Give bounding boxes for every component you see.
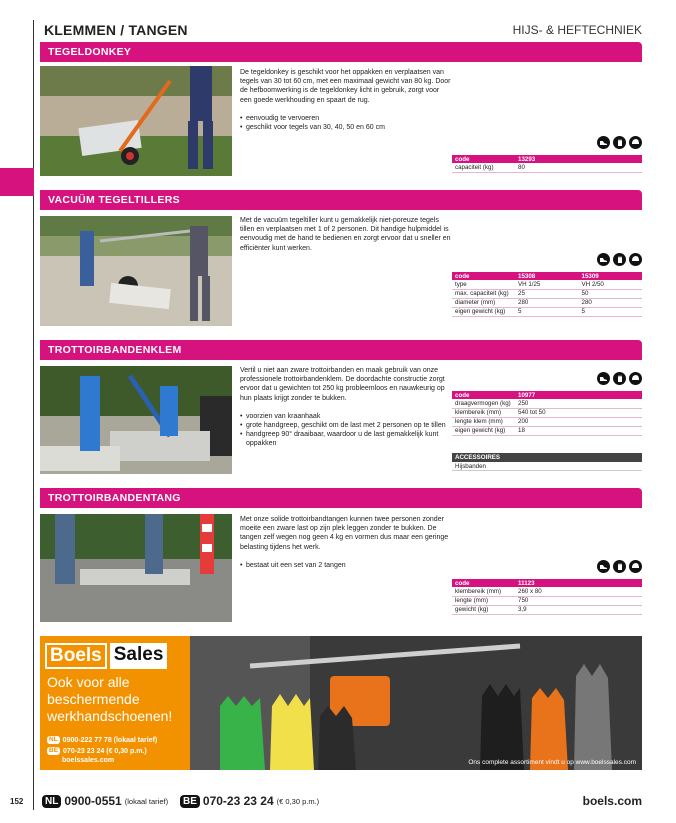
table-cell: eigen gewicht (kg) [452,307,515,316]
safety-shoe-icon [597,253,610,266]
banner-phone-nl [47,736,157,744]
ppe-icons-tang [597,560,642,573]
footer-phone-nl [42,794,168,808]
table-header-cell: 15309 [579,272,643,280]
table-cell: 5 [579,307,643,316]
table-header-cell: code [452,579,515,587]
safety-shoe-icon [597,136,610,149]
accessory-item: Hijsbanden [452,462,642,471]
table-header-cell: 13293 [515,155,642,163]
boels-sales-logo [45,643,167,669]
table-cell: 280 [579,298,643,307]
table-row [452,605,642,614]
table-cell: 250 [515,399,642,408]
footer-website[interactable]: boels.com [582,794,642,808]
table-cell: type [452,280,515,289]
spec-table-tegeldonkey [452,155,642,173]
spec-table-klem [452,391,642,436]
table-cell: VH 2/50 [579,280,643,289]
table-cell: lengte (mm) [452,596,515,605]
table-cell: capaciteit (kg) [452,163,515,172]
country-badge-nl: NL [42,795,61,808]
table-header-row [452,579,642,587]
phone-note-be: (€ 0,30 p.m.) [276,796,320,806]
table-cell: eigen gewicht (kg) [452,426,515,435]
table-cell: 200 [515,417,642,426]
table-row [452,587,642,596]
bullet-item: • eenvoudig te vervoeren [240,114,452,123]
table-row [452,280,642,289]
glove-icon [613,253,626,266]
helmet-icon [629,372,642,385]
table-cell: diameter (mm) [452,298,515,307]
banner-url[interactable]: boelssales.com [62,757,115,764]
table-header-row [452,155,642,163]
photo-tegeldonkey [40,66,232,176]
phone-number-nl: 0900-0551 [64,794,122,808]
table-row [452,417,642,426]
table-row [452,307,642,316]
table-cell: VH 1/25 [515,280,579,289]
table-cell: max. capaciteit (kg) [452,289,515,298]
table-cell: klembereik (mm) [452,408,515,417]
page-footer [0,794,676,810]
spec-table-tang [452,579,642,615]
table-header-cell: code [452,391,515,399]
banner-slogan: Ook voor alle beschermende werkhandschoenen! [47,674,173,724]
description-vacuum-tegeltillers [240,216,452,262]
phone-number-be: 070-23 23 24 [202,794,274,808]
table-cell: 25 [515,289,579,298]
bullet-list [240,412,452,449]
description-text: De tegeldonkey is geschikt voor het oppakken en verplaatsen van tegels van 30 tot 60 cm, met een maximaal gewicht van 80 kg. Door de hefboomwerking is de tegeldonkey licht in gebruik, zorgt voor een goede werkhouding en spaart de rug. [240,69,451,104]
table-header-cell: 15308 [515,272,579,280]
table-row [452,289,642,298]
banner-panel [40,636,190,770]
section-title-tegeldonkey: TEGELDONKEY [40,42,642,62]
chapter-label: HIJS- & HEFTECHNIEK [512,23,642,37]
country-badge-be: BE [49,747,59,754]
glove-icon [613,560,626,573]
table-header-cell: code [452,155,515,163]
boels-sales-banner[interactable] [40,636,642,770]
section-title-trottoirbandentang: TROTTOIRBANDENTANG [40,488,642,508]
table-cell: 5 [515,307,579,316]
table-cell: draagvermogen (kg) [452,399,515,408]
table-cell: 260 x 80 [515,587,642,596]
photo-trottoirbandentang [40,514,232,622]
table-row [452,408,642,417]
table-header-cell: code [452,272,515,280]
phone-number-be: 070-23 23 24 (€ 0,30 p.m.) [63,747,147,755]
glove-icon [613,136,626,149]
table-cell: 80 [515,163,642,172]
table-header-cell: 10977 [515,391,642,399]
phone-number-nl: 0900-222 77 78 (lokaal tarief) [62,736,158,744]
helmet-icon [629,253,642,266]
left-rule [33,20,34,810]
table-row [452,298,642,307]
table-cell: klembereik (mm) [452,587,515,596]
glove-icon [613,372,626,385]
accessories-title: ACCESSOIRES [452,453,642,462]
description-trottoirbandenklem [240,366,452,449]
ppe-icons-vacuum [597,253,642,266]
ppe-icons-klem [597,372,642,385]
logo-word-boels: Boels [45,643,107,669]
bullet-item: • bestaat uit een set van 2 tangen [240,561,452,570]
helmet-icon [629,136,642,149]
bullet-list [240,114,452,132]
gloves-illustration [190,636,642,770]
country-badge-be: BE [180,795,200,808]
table-cell: 50 [579,289,643,298]
photo-trottoirbandenklem [40,366,232,474]
bullet-item: • handgreep 90° draaibaar, waardoor u de last gemakkelijk kunt oppakken [240,430,452,448]
phone-note-nl: (lokaal tarief) [124,796,169,806]
table-header-row [452,391,642,399]
page-title: KLEMMEN / TANGEN [44,22,188,38]
bullet-item: • voorzien van kraanhaak [240,412,452,421]
table-row [452,426,642,435]
table-row [452,596,642,605]
section-title-vacuum-tegeltillers: VACUÜM TEGELTILLERS [40,190,642,210]
safety-shoe-icon [597,372,610,385]
page-number: 152 [10,797,24,806]
bullet-list [240,561,452,570]
table-cell: 750 [515,596,642,605]
description-trottoirbandentang [240,515,452,570]
description-tegeldonkey [240,68,452,132]
photo-vacuum-tegeltillers [40,216,232,326]
table-cell: 280 [515,298,579,307]
table-cell: lengte klem (mm) [452,417,515,426]
table-cell: gewicht (kg) [452,605,515,614]
accessories-box [452,453,642,471]
table-cell: 18 [515,426,642,435]
helmet-icon [629,560,642,573]
description-text: Met de vacuüm tegeltiller kunt u gemakkelijk niet-poreuze tegels tillen en verplaatsen met 1 of 2 personen. Dit handige hulpmiddel is eenvoudig met de hand te bedienen en zorgt ervoor dat u sneller en efficiënter kunt werken. [240,217,451,252]
table-header-row [452,272,642,280]
safety-shoe-icon [597,560,610,573]
logo-word-sales: Sales [110,643,168,669]
table-cell: 3,9 [515,605,642,614]
section-title-trottoirbandenklem: TROTTOIRBANDENKLEM [40,340,642,360]
page-header [44,22,642,40]
description-text: Met onze solide trottoirbandtangen kunnen twee personen zonder moeite een zware last op zijn plek leggen zonder te bukken. De tangen zelf wegen nog geen 4 kg en vormen dus maar een geringe belasting tijdens het werk. [240,516,449,551]
banner-phone-be [47,747,147,755]
spec-table-vacuum [452,272,642,317]
chapter-tab-marker [0,168,34,196]
bullet-item: • geschikt voor tegels van 30, 40, 50 en 60 cm [240,123,452,132]
banner-caption: Ons complete assortiment vindt u op www.boelssales.com [468,759,636,766]
country-badge-nl: NL [49,736,58,743]
description-text: Vertil u niet aan zware trottoirbanden en maak gebruik van onze professionele trottoirbandenklem. De doordachte constructie zorgt ervoor dat u gewichten tot 250 kg probleemloos en nauwkeurig op hun plaats krijgt zonder te bukken. [240,367,445,402]
table-row [452,163,642,172]
ppe-icons-tegeldonkey [597,136,642,149]
table-header-cell: 11123 [515,579,642,587]
table-row [452,399,642,408]
footer-phone-be [180,794,319,808]
bullet-item: • grote handgreep, geschikt om de last met 2 personen op te tillen [240,421,452,430]
table-cell: 540 tot 50 [515,408,642,417]
